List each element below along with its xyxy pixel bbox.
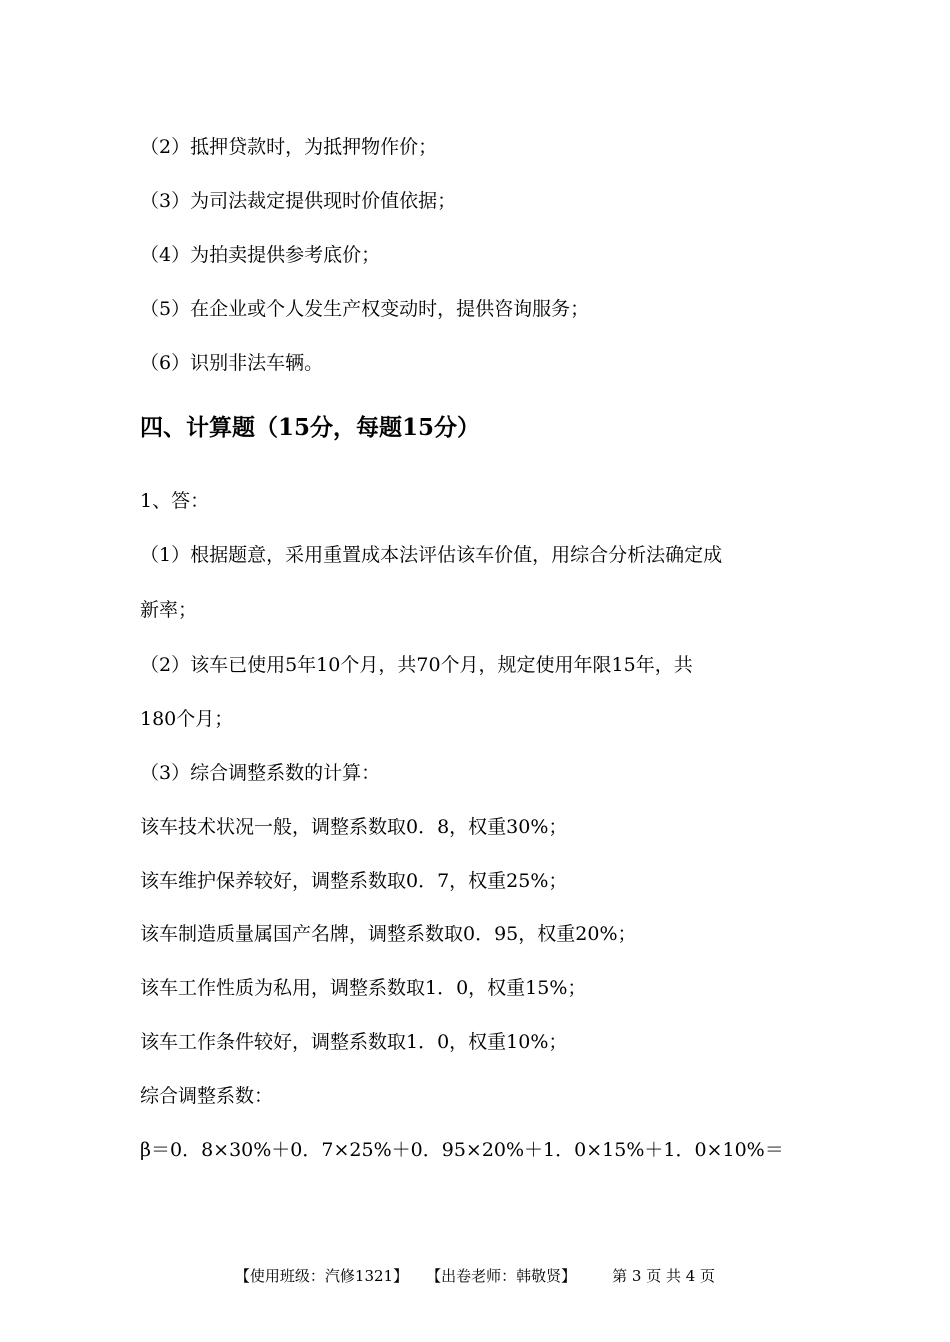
total-label: 综合调整系数：: [140, 1085, 274, 1107]
factor-line: 该车工作条件较好，调整系数取1．0，权重10%；: [140, 1031, 568, 1053]
factor-line: 该车维护保养较好，调整系数取0．7，权重25%；: [140, 870, 568, 892]
paragraph-2-line-2: 180个月；: [140, 708, 234, 730]
factor-line: 该车技术状况一般，调整系数取0．8，权重30%；: [140, 816, 568, 838]
list-item: （3）为司法裁定提供现时价值依据；: [140, 190, 457, 212]
paragraph-1-line-2: 新率；: [140, 599, 198, 621]
list-item: （5）在企业或个人发生产权变动时，提供咨询服务；: [140, 298, 590, 320]
factor-line: 该车制造质量属国产名牌，调整系数取0．95，权重20%；: [140, 923, 637, 945]
paragraph-3: （3）综合调整系数的计算：: [140, 762, 381, 784]
footer-teacher-info: 【出卷老师：韩敬贤】: [426, 1267, 577, 1285]
answer-label: 1、答：: [140, 490, 210, 512]
factor-line: 该车工作性质为私用，调整系数取1．0，权重15%；: [140, 977, 587, 999]
footer-class-info: 【使用班级：汽修1321】: [234, 1267, 409, 1285]
list-item: （6）识别非法车辆。: [140, 352, 324, 374]
list-item: （4）为拍卖提供参考底价；: [140, 244, 381, 266]
section-heading: 四、计算题（15分，每题15分）: [140, 414, 481, 441]
list-item: （2）抵押贷款时，为抵押物作价；: [140, 136, 438, 158]
formula-line: β＝0．8×30%＋0．7×25%＋0．95×20%＋1．0×15%＋1．0×10%＝: [140, 1139, 784, 1161]
page-footer: [0, 1266, 950, 1286]
paragraph-2-line-1: （2）该车已使用5年10个月，共70个月，规定使用年限15年，共: [140, 654, 693, 676]
footer-page-number: 第 3 页 共 4 页: [612, 1267, 716, 1285]
paragraph-1-line-1: （1）根据题意，采用重置成本法评估该车价值，用综合分析法确定成: [140, 544, 723, 566]
